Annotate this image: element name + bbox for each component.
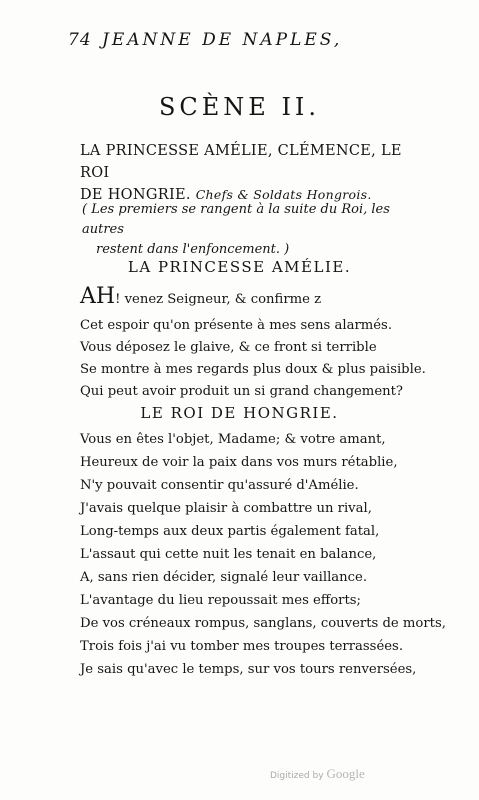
verse-line: Cet espoir qu'on présente à mes sens alarmés. [80,318,393,333]
verse-line: Je sais qu'avec le temps, sur vos tours renversées, [80,662,417,677]
digitization-watermark [270,766,365,782]
verse-line: Heureux de voir la paix dans vos murs rétablie, [80,455,398,470]
character-list-line-2-italic: Chefs & Soldats Hongrois. [195,187,372,202]
verse-line-text: ! venez Seigneur, & confirme z [115,292,322,307]
verse-line [80,284,420,309]
running-title: JEANNE DE NAPLES, [102,30,343,50]
character-list-line-1: LA PRINCESSE AMÉLIE, CLÉMENCE, LE ROI [80,143,402,181]
character-list [80,140,410,206]
verse-line: De vos créneaux rompus, sanglans, couverts de morts, [80,616,446,631]
scene-title: SCÈNE II. [158,93,321,121]
verse-line: A, sans rien décider, signalé leur vaillance. [80,570,368,585]
verse-line: Vous déposez le glaive, & ce front si terrible [80,340,377,355]
drop-cap: AH [80,284,116,309]
stage-direction-line-1: ( Les premiers se rangent à la suite du Roi, les autres [82,202,390,237]
verse-line: Qui peut avoir produit un si grand changement? [80,384,403,399]
verse-line: Trois fois j'ai vu tomber mes troupes terrassées. [80,639,404,654]
verse-line: J'avais quelque plaisir à combattre un rival, [80,501,372,516]
speaker-heading-amelie: LA PRINCESSE AMÉLIE. [127,258,352,276]
watermark-brand: Google [326,766,365,781]
verse-line: L'assaut qui cette nuit les tenait en balance, [80,547,377,562]
stage-direction-line-2: restent dans l'enfoncement. ) [96,242,290,257]
speaker-heading-roi: LE ROI DE HONGRIE. [140,404,339,422]
character-list-line-2-main: DE HONGRIE. [80,187,191,203]
watermark-prefix: Digitized by [270,771,324,781]
verse-line: Se montre à mes regards plus doux & plus paisible. [80,362,426,377]
stage-direction [82,200,402,260]
verse-line: Long-temps aux deux partis également fatal, [80,524,380,539]
verse-line: L'avantage du lieu repoussait mes efforts; [80,593,361,608]
verse-line: Vous en êtes l'objet, Madame; & votre amant, [80,432,386,447]
verse-line: N'y pouvait consentir qu'assuré d'Amélie. [80,478,359,493]
page-number: 74 [68,30,92,50]
